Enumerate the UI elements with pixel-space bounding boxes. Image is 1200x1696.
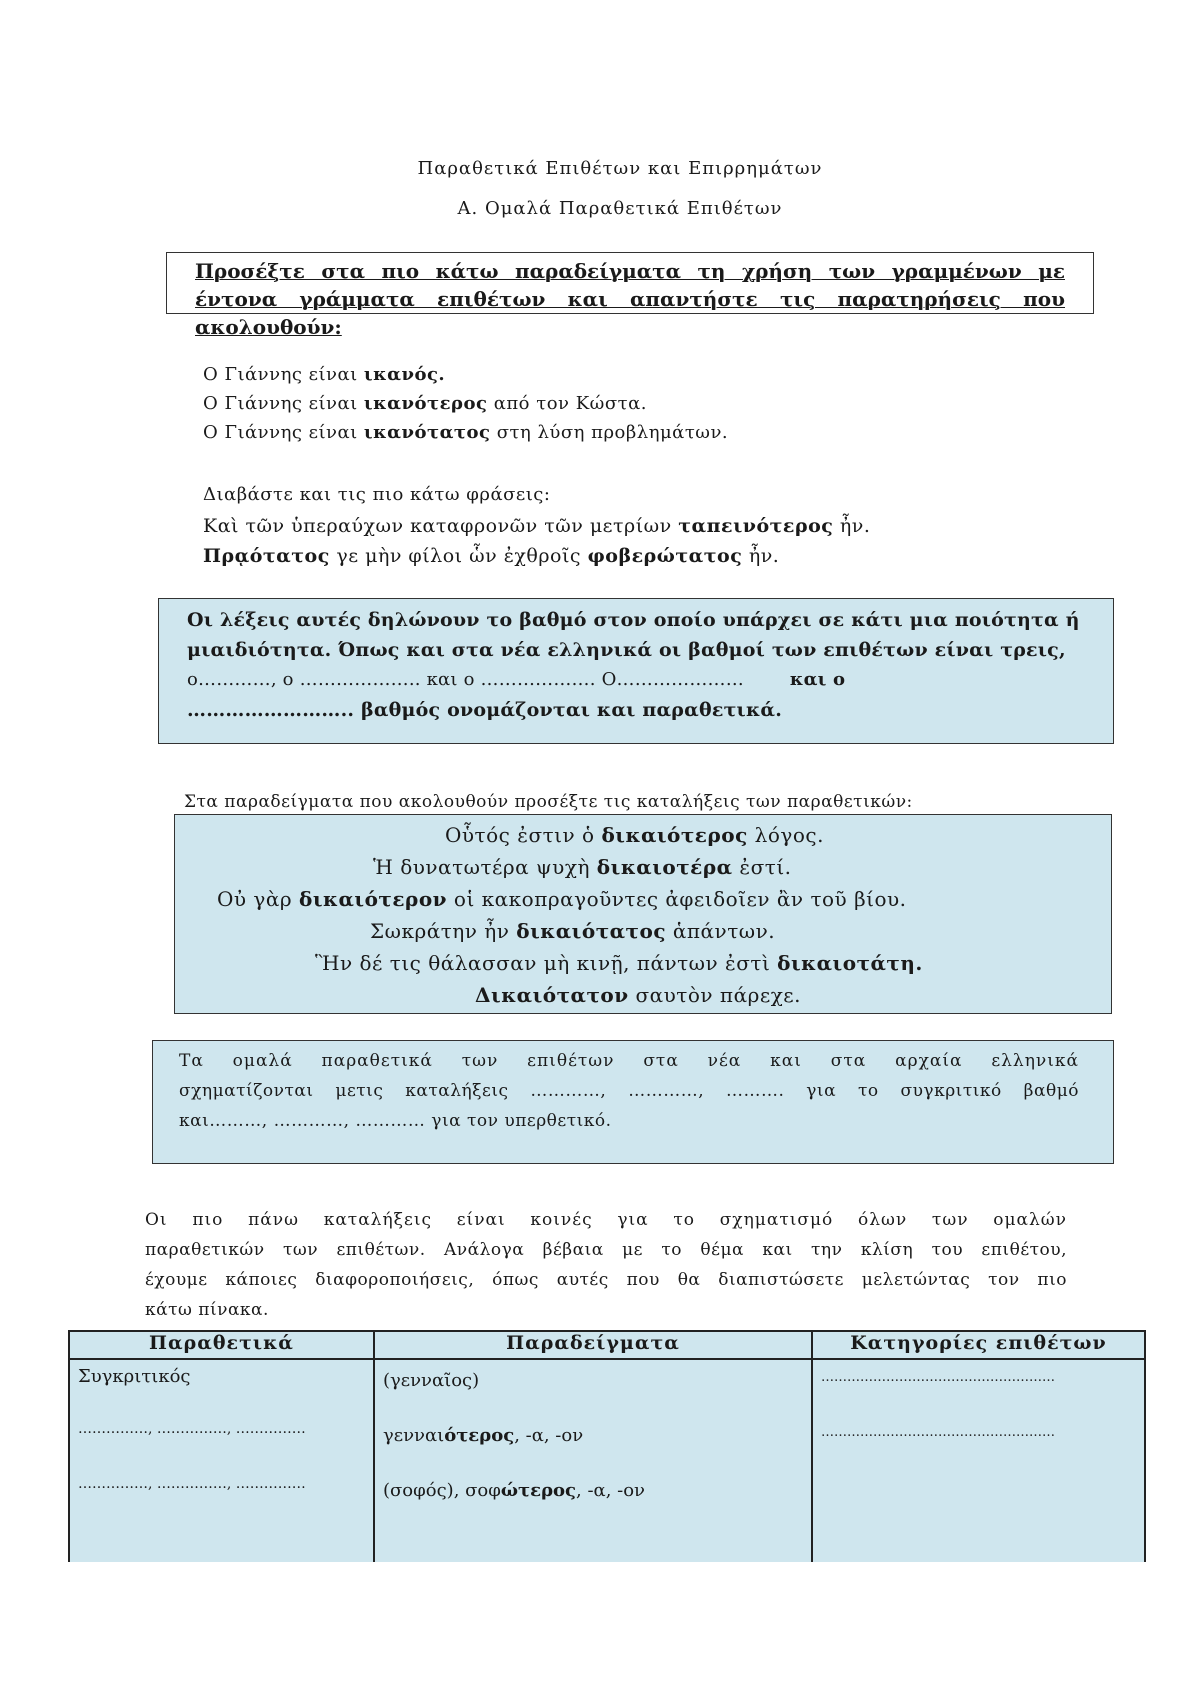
ancient-example-5: Ἣν δέ τις θάλασσαν μὴ κινῇ, πάντων ἐστὶ δικαιοτάτη. <box>315 951 923 975</box>
degrees-line-3: ο…………, ο ……………….. και ο ………………. Ο………………… και ο <box>187 669 846 690</box>
table-row <box>69 1359 1145 1562</box>
ancient-example-3: Οὐ γὰρ δικαιότερον οἱ κακοπραγοῦντες ἀφειδοῖεν ἂν τοῦ βίου. <box>217 887 907 911</box>
fill-blank[interactable]: ……………………………………………… <box>821 1370 1055 1385</box>
page-subtitle: Α. Ομαλά Παραθετικά Επιθέτων <box>457 198 783 219</box>
column-header: Παραδείγματα <box>374 1331 812 1359</box>
example-line-2: Ο Γιάννης είναι ικανότερος από τον Κώστα. <box>203 393 647 414</box>
paragraph-line-4: κάτω πίνακα. <box>145 1300 269 1320</box>
fill-blank[interactable]: ……………………………………………… <box>821 1425 1055 1440</box>
degree-label: Συγκριτικός <box>78 1366 191 1387</box>
ancient-examples-box <box>174 814 1112 1014</box>
degrees-line-4: …………………….. βαθμός ονομάζονται και παραθετικά. <box>187 699 783 721</box>
ancient-example-6: Δικαιότατον σαυτὸν πάρεχε. <box>475 983 802 1007</box>
example-line-1: Ο Γιάννης είναι ικανός. <box>203 364 446 385</box>
comparatives-table <box>68 1330 1146 1562</box>
ancient-example-2: Ἡ δυνατωτέρα ψυχὴ δικαιοτέρα ἐστί. <box>373 855 792 879</box>
paragraph-line-1: Οι πιο πάνω καταλήξεις είναι κοινές για το σχηματισμό όλων των ομαλών <box>145 1210 1067 1230</box>
paragraph-line-3: έχουμε κάποιες διαφοροποιήσεις, όπως αυτές που θα διαπιστώσετε μελετώντας τον πιο <box>145 1270 1067 1290</box>
rule-line-3: και………, …………, ………… για τον υπερθετικό. <box>179 1111 612 1131</box>
rule-line-1: Τα ομαλά παραθετικά των επιθέτων στα νέα και στα αρχαία ελληνικά <box>179 1051 1079 1071</box>
table-cell-examples <box>374 1359 812 1562</box>
column-header: Παραθετικά <box>69 1331 374 1359</box>
example-word: γενναιότερος, -α, -ον <box>383 1425 584 1446</box>
degrees-line-1: Οι λέξεις αυτές δηλώνουν το βαθμό στον οποίο υπάρχει σε κάτι μια ποιότητα ή <box>187 609 1080 631</box>
ancient-example-1: Οὗτός ἐστιν ὁ δικαιότερος λόγος. <box>445 823 824 847</box>
instruction-box <box>166 252 1094 339</box>
fill-blank[interactable]: ……………, ……………, …………… <box>78 1476 306 1492</box>
table-header-row <box>69 1331 1145 1359</box>
paragraph-line-2: παραθετικών των επιθέτων. Ανάλογα βέβαια με το θέμα και την κλίση του επιθέτου, <box>145 1240 1067 1260</box>
degrees-line-2: μιαιδιότητα. Όπως και στα νέα ελληνικά οι βαθμοί των επιθέτων είναι τρεις, <box>187 639 1066 661</box>
ancient-example-4: Σωκράτην ἦν δικαιότατος ἁπάντων. <box>370 919 776 943</box>
endings-intro: Στα παραδείγματα που ακολουθούν προσέξτε τις καταλήξεις των παραθετικών: <box>184 792 913 812</box>
ancient-phrase-1: Καὶ τῶν ὑπεραύχων καταφρονῶν τῶν μετρίων ταπεινότερος ἦν. <box>203 515 871 537</box>
read-more-intro: Διαβάστε και τις πιο κάτω φράσεις: <box>203 484 551 505</box>
degrees-box <box>158 598 1114 744</box>
example-word: (σοφός), σοφώτερος, -α, -ον <box>383 1480 646 1501</box>
example-line-3: Ο Γιάννης είναι ικανότατος στη λύση προβλημάτων. <box>203 422 729 443</box>
table-cell-categories <box>812 1359 1145 1562</box>
ancient-phrase-2: Πρᾳότατος γε μὴν φίλοι ὧν ἐχθροῖς φοβερώτατος ἦν. <box>203 545 780 567</box>
instruction-text: Προσέξτε στα πιο κάτω παραδείγματα τη χρήση των γραμμένων με έντονα γράμματα επιθέτων και απαντήστε τις παρατηρήσεις που ακολουθούν: <box>195 259 1065 339</box>
column-header: Κατηγορίες επιθέτων <box>812 1331 1145 1359</box>
page-title: Παραθετικά Επιθέτων και Επιρρημάτων <box>417 158 823 179</box>
example-word: (γενναῖος) <box>383 1370 480 1391</box>
rule-line-2: σχηματίζονται μετις καταλήξεις …………, …………, ………. για το συγκριτικό βαθμό <box>179 1081 1079 1101</box>
table-cell-degrees <box>69 1359 374 1562</box>
fill-blank[interactable]: ……………, ……………, …………… <box>78 1421 306 1437</box>
rule-box <box>152 1040 1114 1164</box>
